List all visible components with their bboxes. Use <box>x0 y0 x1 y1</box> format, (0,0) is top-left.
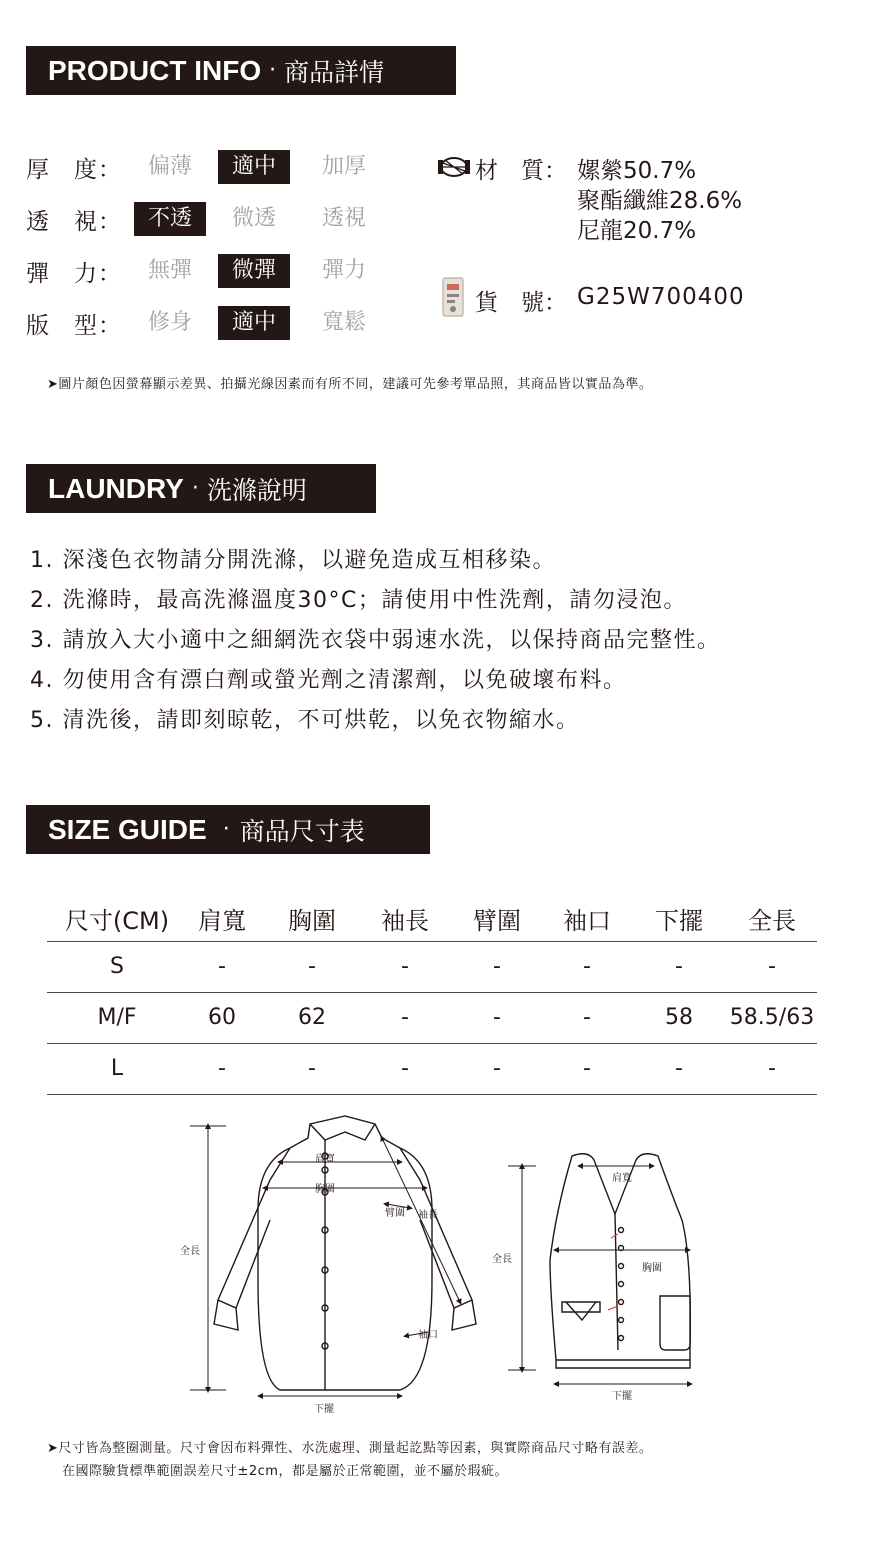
size-table-cell: 60 <box>208 1005 236 1030</box>
size-table-cell: - <box>493 954 501 979</box>
item-no-label: 貨 號： <box>475 290 567 316</box>
laundry-item-1: 1. 深淺色衣物請分開洗滌，以避免造成互相移染。 <box>30 548 556 573</box>
attribute-row <box>26 254 386 288</box>
attribute-label: 彈 力： <box>26 260 122 287</box>
attribute-row <box>26 202 386 236</box>
size-table-cell: - <box>218 1056 226 1081</box>
size-table-cell: L <box>110 1056 124 1081</box>
attribute-label: 厚 度： <box>26 156 122 183</box>
size-table-cell: - <box>401 1005 409 1030</box>
vest-chest-label: 胸圍 <box>642 1263 662 1274</box>
size-table-header <box>47 895 817 941</box>
attribute-row <box>26 306 386 340</box>
title-separator: · <box>269 58 277 83</box>
size-table-header-cell: 下擺 <box>655 907 703 935</box>
size-table-cell: M/F <box>97 1005 137 1030</box>
material-line-3: 尼龍20.7% <box>577 218 697 244</box>
attribute-row <box>26 150 386 184</box>
shirt-length-label: 全長 <box>180 1246 200 1257</box>
attribute-label: 透 視： <box>26 208 122 235</box>
product-info-title-zh: 商品詳情 <box>284 57 385 87</box>
attribute-option: 無彈 <box>147 258 192 283</box>
attribute-label: 版 型： <box>26 312 122 339</box>
product-info-header <box>26 46 456 95</box>
shirt-arm-label: 臂圍 <box>385 1208 405 1219</box>
title-separator: · <box>191 476 199 501</box>
size-table-cell: - <box>401 954 409 979</box>
title-separator: · <box>222 817 230 842</box>
shirt-sleeve-label: 袖長 <box>418 1210 438 1221</box>
size-table-cell: S <box>110 954 124 979</box>
item-no-value: G25W700400 <box>577 284 745 310</box>
size-table-header-cell: 全長 <box>748 907 796 935</box>
table-divider <box>47 1094 817 1095</box>
attribute-option: 加厚 <box>321 154 366 179</box>
size-guide-title-en: SIZE GUIDE <box>48 813 207 845</box>
size-table-header-cell: 胸圍 <box>288 907 336 935</box>
size-table-header-cell: 尺寸(CM) <box>64 907 170 935</box>
size-table-header-cell: 袖長 <box>381 907 429 935</box>
shirt-shoulder-label: 肩寬 <box>315 1154 335 1165</box>
material-line-1: 嫘縈50.7% <box>577 158 697 184</box>
yarn-spool-icon <box>436 152 472 182</box>
size-table-cell: - <box>583 954 591 979</box>
attribute-option: 微彈 <box>218 254 290 288</box>
size-table-cell: - <box>768 954 776 979</box>
attribute-option: 彈力 <box>321 258 366 283</box>
attribute-option: 適中 <box>218 306 290 340</box>
size-table-cell: - <box>675 954 683 979</box>
size-table-cell: - <box>308 954 316 979</box>
attribute-option: 適中 <box>218 150 290 184</box>
laundry-item-3: 3. 請放入大小適中之細網洗衣袋中弱速水洗，以保持商品完整性。 <box>30 628 721 653</box>
laundry-header <box>26 464 376 513</box>
shirt-cuff-label: 袖口 <box>418 1330 438 1341</box>
size-table-cell: - <box>583 1005 591 1030</box>
size-table-cell: - <box>308 1056 316 1081</box>
size-table-cell: - <box>583 1056 591 1081</box>
material-label: 材 質： <box>475 158 567 184</box>
size-table-row <box>47 942 817 992</box>
size-guide-title-zh: 商品尺寸表 <box>239 816 365 846</box>
attribute-option: 透視 <box>321 206 366 231</box>
size-note-line-2: 在國際驗貨標準範圍誤差尺寸±2cm，都是屬於正常範圍，並不屬於瑕疵。 <box>62 1464 508 1479</box>
vest-length-label: 全長 <box>492 1254 512 1265</box>
laundry-title-zh: 洗滌說明 <box>206 475 307 505</box>
size-guide-header <box>26 805 430 854</box>
size-table-cell: 58.5/63 <box>729 1005 815 1030</box>
laundry-item-2: 2. 洗滌時，最高洗滌溫度30°C；請使用中性洗劑，請勿浸泡。 <box>30 588 687 613</box>
size-table-cell: - <box>493 1005 501 1030</box>
size-table-cell: 58 <box>665 1005 693 1030</box>
clothing-tag-icon <box>441 276 465 318</box>
size-table-cell: 62 <box>298 1005 326 1030</box>
laundry-item-4: 4. 勿使用含有漂白劑或螢光劑之清潔劑，以免破壞布料。 <box>30 668 627 693</box>
attribute-option: 微透 <box>231 206 276 231</box>
size-diagram <box>170 1110 710 1420</box>
vest-shoulder-label: 肩寬 <box>612 1173 632 1184</box>
size-table-row <box>47 993 817 1043</box>
vest-hem-label: 下擺 <box>612 1391 632 1402</box>
shirt-hem-label: 下擺 <box>314 1404 334 1415</box>
material-line-2: 聚酯纖維28.6% <box>577 188 743 214</box>
product-info-title-en: PRODUCT INFO <box>48 54 262 86</box>
attribute-option: 不透 <box>134 202 206 236</box>
vest-drawing <box>550 1154 690 1368</box>
attribute-option: 偏薄 <box>147 154 192 179</box>
size-table-cell: - <box>218 954 226 979</box>
laundry-item-5: 5. 清洗後，請即刻晾乾，不可烘乾，以免衣物縮水。 <box>30 708 580 733</box>
shirt-chest-label: 胸圍 <box>315 1184 335 1195</box>
attribute-option: 修身 <box>147 310 192 335</box>
size-table-cell: - <box>401 1056 409 1081</box>
size-table-header-cell: 袖口 <box>563 907 611 935</box>
size-table-cell: - <box>675 1056 683 1081</box>
size-table-header-cell: 肩寬 <box>198 907 246 935</box>
size-table-cell: - <box>493 1056 501 1081</box>
laundry-title-en: LAUNDRY <box>48 472 184 504</box>
product-color-note: ➤圖片顏色因螢幕顯示差異、拍攝光線因素而有所不同，建議可先參考單品照，其商品皆以實品為準。 <box>47 377 653 392</box>
size-table-header-cell: 臂圍 <box>473 907 521 935</box>
size-table-row <box>47 1044 817 1094</box>
size-table-cell: - <box>768 1056 776 1081</box>
size-note-line-1: ➤尺寸皆為整圈測量。尺寸會因布料彈性、水洗處理、測量起訖點等因素，與實際商品尺寸略有誤差。 <box>47 1441 653 1456</box>
attribute-option: 寬鬆 <box>321 310 366 335</box>
